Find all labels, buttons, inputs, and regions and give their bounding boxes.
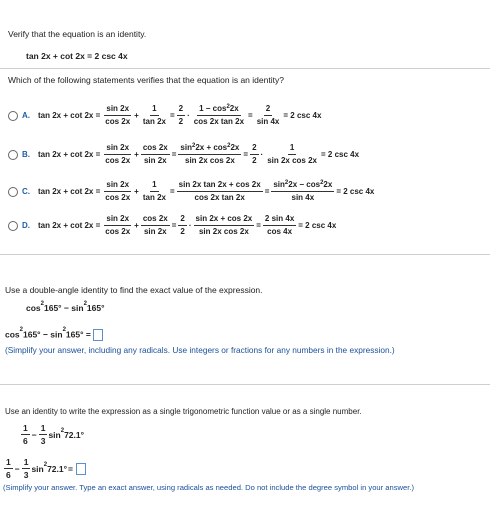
fraction: $\frac{\sin^22x - \cos^22x}{\sin 4x}$ [273,180,333,202]
fraction: $\frac{\sin^22x + \cos^22x}{\text{sin 2x cos 2x}}$ [180,143,240,165]
fraction: $\frac{\sin 2x}{\cos 2x}$ [105,180,131,202]
q2-prompt: Use a double-angle identity to find the exact value of the expression. [5,285,263,295]
option-d[interactable]: D. tan 2x + cot 2x = $\frac{\sin 2x}{\cos 2x}$ + $\frac{\cos 2x}{\sin 2x}$ = $\frac{2}{2}$ · $\frac{\sin 2x + \cos 2x}{\text{sin 2x cos 2x}}$ = $\frac{2 \sin 4x}{\cos 4x}$ = 2 csc 4x [8,214,337,237]
option-rhs: = 2 csc 4x [298,221,337,230]
q1-equation: tan 2x + cot 2x = 2 csc 4x [26,51,128,61]
option-lhs: tan 2x + cot 2x = [38,221,101,230]
fraction: $\frac{2 \sin 4x}{\cos 4x}$ [264,214,295,236]
radio-option-b[interactable] [8,150,18,160]
fraction: $\frac{2}{2}$ [178,104,184,126]
fraction: $\frac{1 - \cos^22x}{\text{cos 2x tan 2x}}$ [193,104,245,126]
q1-prompt: Verify that the equation is an identity. [8,29,147,39]
fraction: $\frac{2}{\sin 4x}$ [256,104,280,126]
option-rhs: = 2 csc 4x [283,111,322,120]
option-rhs: = 2 csc 4x [321,150,360,159]
option-a[interactable]: A. tan 2x + cot 2x = $\frac{\sin 2x}{\cos 2x}$ + $\frac{1}{\tan 2x}$ = $\frac{2}{2}$ · $\frac{1 - \cos^22x}{\text{cos 2x tan 2x}}$ = $\frac{2}{\sin 4x}$ = 2 csc 4x [8,104,322,127]
divider [0,254,490,255]
fraction: $\frac{1}{\tan 2x}$ [142,180,166,202]
option-rhs: = 2 csc 4x [336,187,375,196]
option-letter: C. [22,187,30,196]
fraction: $\frac{\sin 2x}{\cos 2x}$ [105,104,131,126]
q3-prompt: Use an identity to write the expression as a single trigonometric function value or as a single number. [5,407,362,416]
fraction: $\frac{2}{2}$ [180,214,185,236]
option-lhs: tan 2x + cot 2x = [38,111,101,120]
option-c[interactable]: C. tan 2x + cot 2x = $\frac{\sin 2x}{\cos 2x}$ + $\frac{1}{\tan 2x}$ = $\frac{\text{sin 2x tan 2x + cos 2x}}{\text{cos 2x tan 2x}}$ = $\frac{\sin^22x - \cos^22x}{\sin 4x}$ = 2 csc 4x [8,180,375,203]
q2-expression: $\cos^2165^\circ - \sin^2165^\circ$ [26,301,105,313]
radio-option-d[interactable] [8,221,18,231]
fraction: $\frac{\text{sin 2x tan 2x + cos 2x}}{\text{cos 2x tan 2x}}$ [178,180,261,202]
fraction: $\frac{1}{\text{sin 2x cos 2x}}$ [267,143,317,165]
fraction: $\frac{\cos 2x}{\sin 2x}$ [142,143,168,165]
q1-question: Which of the following statements verifies that the equation is an identity? [8,75,284,85]
q3-note: (Simplify your answer. Type an exact answer, using radicals as needed. Do not include the degree symbol in your answer.) [3,483,414,492]
option-letter: B. [22,150,30,159]
divider [0,68,490,69]
q2-answer-input[interactable] [93,329,103,341]
option-letter: A. [22,111,30,120]
option-lhs: tan 2x + cot 2x = [38,187,101,196]
q2-answer-line: $\cos^2165^\circ - \sin^2165^\circ$ = [5,329,103,341]
q3-answer-line: $\frac{1}{6}$ − $\frac{1}{3}$ $\sin^272.1^\circ$ = [3,457,86,480]
divider [0,384,490,385]
q2-note: (Simplify your answer, including any radicals. Use integers or fractions for any numbers in the expression.) [5,345,395,355]
fraction: $\frac{2}{2}$ [252,143,257,165]
radio-option-c[interactable] [8,187,18,197]
option-b[interactable]: B. tan 2x + cot 2x = $\frac{\sin 2x}{\cos 2x}$ + $\frac{\cos 2x}{\sin 2x}$ = $\frac{\sin^22x + \cos^22x}{\text{sin 2x cos 2x}}$ = $\frac{2}{2}$ · $\frac{1}{\text{sin 2x cos 2x}}$ = 2 csc 4x [8,143,360,166]
option-lhs: tan 2x + cot 2x = [38,150,101,159]
fraction: $\frac{1}{\tan 2x}$ [142,104,166,126]
radio-option-a[interactable] [8,111,18,121]
fraction: $\frac{\sin 2x}{\cos 2x}$ [105,214,131,236]
fraction: $\frac{\cos 2x}{\sin 2x}$ [142,214,168,236]
fraction: $\frac{\sin 2x}{\cos 2x}$ [105,143,131,165]
q3-expression: $\frac{1}{6}$ − $\frac{1}{3}$ $\sin^272.1^\circ$ [23,423,85,446]
q3-answer-input[interactable] [76,463,86,475]
fraction: $\frac{\sin 2x + \cos 2x}{\text{sin 2x cos 2x}}$ [195,214,253,236]
option-letter: D. [22,221,30,230]
